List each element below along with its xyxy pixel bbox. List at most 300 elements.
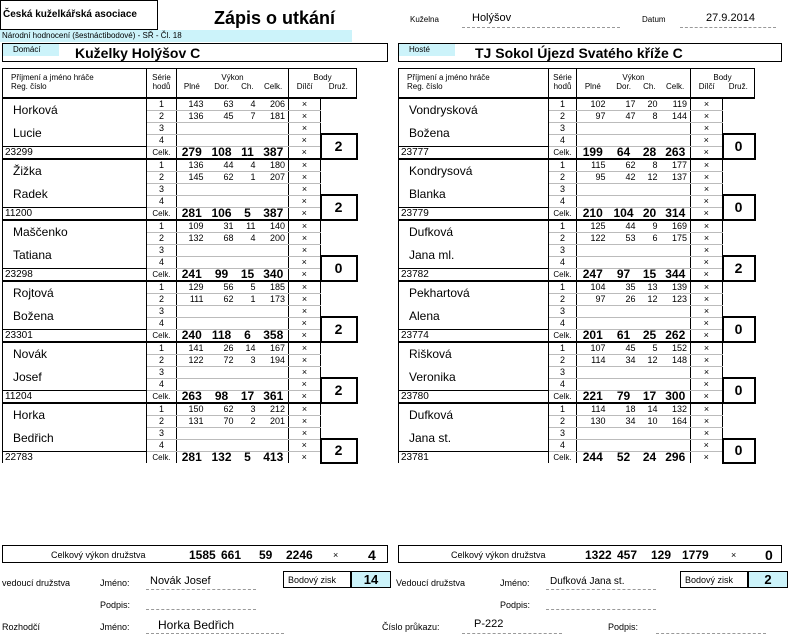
guest-leader-name[interactable]: Dufková Jana st. [550,576,625,587]
guest-sum-ch: 129 [651,548,672,562]
total-plne: 281 [177,451,207,463]
total-ch: 25 [639,329,661,342]
table-row [3,183,357,195]
dilci-mark: × [691,427,723,439]
value-ch: 10 [639,415,661,427]
value-plne: 122 [177,354,207,366]
col-hodu-label: hodů [152,82,171,91]
col-ch-label: Ch. [241,82,254,91]
serie-number: 2 [549,415,577,427]
table-row [3,207,357,220]
value-ch: 6 [639,232,661,244]
serie-number: 4 [549,378,577,390]
druz-spacer [321,403,357,440]
value-celk [259,427,289,439]
player-surname: Rojtová [3,281,147,306]
celk-label: Celk. [147,390,177,403]
guest-podpis-label: Podpis: [500,600,531,610]
table-row [399,98,755,111]
dilci-mark: × [691,244,723,256]
value-plne [177,183,207,195]
serie-number: 1 [549,98,577,111]
player-points: 0 [723,134,755,159]
table-row [399,159,755,172]
dilci-mark: × [691,122,723,134]
dilci-mark: × [289,305,321,317]
value-plne: 122 [577,232,609,244]
value-celk [259,366,289,378]
value-dor: 47 [609,110,639,122]
value-dor: 45 [609,342,639,355]
table-row [399,366,755,378]
player-surname: Vondrysková [399,98,549,123]
dilci-mark: × [691,305,723,317]
druz-spacer [321,159,357,196]
player-firstname: Lucie [3,122,147,146]
value-celk [661,256,691,268]
dilci-mark: × [691,354,723,366]
celk-label: Celk. [549,329,577,342]
value-celk: 177 [661,159,691,172]
serie-number: 4 [549,317,577,329]
celk-label: Celk. [549,451,577,463]
col-celk-label: Celk. [264,82,283,91]
col-vykon-header [577,69,691,98]
guest-summary [398,545,782,563]
value-celk: 123 [661,293,691,305]
col-celk-label: Celk. [666,82,685,91]
total-ch: 24 [639,451,661,463]
player-reg: 23301 [3,329,147,342]
value-celk: 173 [259,293,289,305]
player-surname: Dufková [399,403,549,428]
value-plne [177,305,207,317]
value-plne: 132 [177,232,207,244]
serie-number: 2 [549,354,577,366]
serie-number: 2 [549,293,577,305]
value-dor [609,317,639,329]
dilci-mark: × [691,171,723,183]
total-celk: 361 [259,390,289,403]
col-dor-label: Dor. [616,82,631,91]
dilci-mark: × [289,317,321,329]
total-celk: 358 [259,329,289,342]
player-reg: 23781 [399,451,549,463]
value-celk [259,439,289,451]
dilci-mark: × [289,293,321,305]
druz-spacer [723,403,755,440]
table-row [3,329,357,342]
serie-number: 1 [147,281,177,294]
guest-team-name: TJ Sokol Újezd Svatého kříže C [475,45,683,61]
value-plne [577,122,609,134]
home-leader-label: vedoucí družstva [2,578,71,588]
home-team-name: Kuželky Holýšov C [75,45,201,61]
dilci-mark: × [691,110,723,122]
home-summary [2,545,388,563]
col-dor-label: Dor. [214,82,229,91]
value-celk [259,195,289,207]
dilci-mark: × [691,342,723,355]
table-row [399,305,755,317]
dilci-mark: × [691,159,723,172]
col-name-header [399,69,549,98]
value-dor [207,305,237,317]
total-dor: 108 [207,146,237,159]
col-body-label: Body [313,73,332,82]
value-celk: 212 [259,403,289,416]
value-dor [207,134,237,146]
value-ch: 4 [237,232,259,244]
value-plne [177,256,207,268]
table-row [3,220,357,233]
table-row [399,329,755,342]
celk-label: Celk. [549,268,577,281]
total-celk: 262 [661,329,691,342]
total-dor: 97 [609,268,639,281]
serie-number: 2 [549,110,577,122]
serie-number: 4 [549,256,577,268]
total-ch: 5 [237,451,259,463]
druz-spacer [321,342,357,379]
player-points: 0 [723,439,755,463]
home-summary-label: Celkový výkon družstva [51,550,146,560]
guest-tag: Hosté [399,44,455,56]
home-jmeno-label: Jméno: [100,578,130,588]
player-points: 0 [321,256,357,281]
value-plne: 131 [177,415,207,427]
value-celk [661,439,691,451]
home-team-bar [2,43,388,62]
value-ch [639,122,661,134]
value-celk [661,244,691,256]
serie-number: 1 [549,220,577,233]
dilci-mark: × [289,403,321,416]
guest-summary-label: Celkový výkon družstva [451,550,546,560]
home-sum-dor: 661 [221,548,242,562]
serie-number: 4 [147,134,177,146]
value-ch [639,244,661,256]
player-firstname: Tatiana [3,244,147,268]
value-ch: 5 [639,342,661,355]
value-ch: 14 [639,403,661,416]
rozhodci-name[interactable]: Horka Bedřich [158,618,235,632]
dilci-mark: × [289,195,321,207]
value-ch: 9 [639,220,661,233]
value-dor: 35 [609,281,639,294]
player-reg: 11204 [3,390,147,403]
player-firstname: Jana ml. [399,244,549,268]
dilci-mark: × [289,183,321,195]
dilci-mark: × [289,159,321,172]
value-dor: 53 [609,232,639,244]
player-reg: 23780 [399,390,549,403]
value-ch [639,439,661,451]
total-dor: 98 [207,390,237,403]
total-ch: 15 [639,268,661,281]
serie-number: 3 [549,305,577,317]
value-celk [661,305,691,317]
serie-number: 1 [147,220,177,233]
player-firstname: Josef [3,366,147,390]
dilci-mark: × [691,256,723,268]
table-row [3,281,357,294]
total-celk: 387 [259,146,289,159]
player-surname: Rišková [399,342,549,367]
player-firstname: Božena [3,305,147,329]
kuzelna-label: Kuželna [410,15,439,24]
value-ch: 12 [639,171,661,183]
table-row [3,268,357,281]
guest-team-bar [398,43,782,62]
total-celk: 387 [259,207,289,220]
value-celk: 201 [259,415,289,427]
table-row [3,244,357,256]
col-body-header [289,69,357,98]
value-dor: 62 [207,171,237,183]
serie-number: 3 [147,305,177,317]
player-firstname: Bedřich [3,427,147,451]
total-ch: 17 [237,390,259,403]
value-dor [207,256,237,268]
value-plne: 145 [177,171,207,183]
dilci-mark: × [289,232,321,244]
value-ch [237,195,259,207]
col-vykon-header [177,69,289,98]
table-row [399,244,755,256]
home-zisk-value: 14 [351,571,391,588]
serie-number: 2 [147,293,177,305]
player-surname: Horková [3,98,147,123]
value-plne [177,378,207,390]
serie-number: 3 [147,366,177,378]
player-surname: Dufková [399,220,549,245]
prukaz-label: Číslo průkazu: [382,622,440,632]
col-reg-label: Reg. číslo [11,82,47,91]
value-plne: 136 [177,159,207,172]
serie-number: 2 [549,232,577,244]
player-firstname: Jana st. [399,427,549,451]
dilci-mark: × [691,451,723,463]
value-ch [237,427,259,439]
dilci-mark: × [691,293,723,305]
dilci-mark: × [289,439,321,451]
col-dilci-label: Dílčí [698,82,715,91]
dilci-mark: × [289,122,321,134]
dilci-mark: × [289,427,321,439]
value-dor [609,305,639,317]
table-row [399,403,755,416]
table-row [3,159,357,172]
value-ch [639,134,661,146]
value-dor [609,195,639,207]
serie-number: 3 [549,366,577,378]
total-celk: 263 [661,146,691,159]
serie-number: 3 [147,244,177,256]
total-dor: 118 [207,329,237,342]
value-celk: 180 [259,159,289,172]
guest-leader-label: Vedoucí družstva [396,578,466,588]
value-ch [639,317,661,329]
player-reg: 22783 [3,451,147,463]
dilci-mark: × [691,183,723,195]
value-dor: 70 [207,415,237,427]
value-dor: 68 [207,232,237,244]
dilci-mark: × [691,134,723,146]
player-points: 2 [321,378,357,403]
value-celk [259,305,289,317]
player-points: 0 [723,378,755,403]
dilci-mark: × [289,366,321,378]
value-plne [577,378,609,390]
player-points: 2 [321,195,357,220]
serie-number: 1 [549,403,577,416]
serie-number: 1 [147,403,177,416]
col-name-label: Příjmení a jméno hráče [407,73,490,82]
serie-number: 1 [147,159,177,172]
home-sum-x: × [333,550,339,560]
rozhodci-podpis-label: Podpis: [608,622,639,632]
dilci-mark: × [289,146,321,159]
dilci-mark: × [691,281,723,294]
prukaz-value[interactable]: P-222 [474,618,504,630]
player-surname: Horka [3,403,147,428]
guest-zisk-label: Bodový zisk [680,571,748,588]
celk-label: Celk. [147,207,177,220]
druz-spacer [321,220,357,257]
player-reg: 23777 [399,146,549,159]
value-ch: 8 [639,159,661,172]
value-ch: 3 [237,354,259,366]
value-ch [639,378,661,390]
value-plne [577,317,609,329]
total-celk: 296 [661,451,691,463]
value-ch [237,317,259,329]
player-reg: 23779 [399,207,549,220]
value-celk: 137 [661,171,691,183]
serie-number: 3 [147,427,177,439]
value-plne [577,183,609,195]
value-plne [177,244,207,256]
value-ch [639,195,661,207]
player-firstname: Alena [399,305,549,329]
value-dor [207,122,237,134]
datum-value: 27.9.2014 [706,12,755,24]
col-plne-label: Plné [183,82,200,91]
total-plne: 240 [177,329,207,342]
home-sum-plne: 1585 [189,548,216,562]
value-ch: 12 [639,354,661,366]
value-ch: 8 [639,110,661,122]
table-row [3,305,357,317]
value-plne: 141 [177,342,207,355]
col-hodu-label: hodů [553,82,572,91]
value-celk: 164 [661,415,691,427]
player-surname: Novák [3,342,147,367]
table-row [399,220,755,233]
total-dor: 79 [609,390,639,403]
serie-number: 3 [549,244,577,256]
serie-number: 2 [147,110,177,122]
value-plne [177,195,207,207]
druz-spacer [321,281,357,318]
serie-number: 3 [147,183,177,195]
value-dor: 26 [609,293,639,305]
druz-spacer [723,281,755,318]
table-row [399,281,755,294]
col-ch-label: Ch. [643,82,656,91]
serie-number: 3 [549,427,577,439]
value-celk [259,122,289,134]
value-celk: 206 [259,98,289,111]
value-celk: 139 [661,281,691,294]
value-dor [207,427,237,439]
value-dor [207,439,237,451]
table-row [399,207,755,220]
col-reg-label: Reg. číslo [407,82,443,91]
value-ch: 5 [237,281,259,294]
value-celk [661,195,691,207]
value-celk [661,183,691,195]
value-plne [577,366,609,378]
value-celk: 200 [259,232,289,244]
dilci-mark: × [691,232,723,244]
value-celk [259,256,289,268]
serie-number: 1 [549,159,577,172]
table-row [399,390,755,403]
total-celk: 344 [661,268,691,281]
table-row [3,451,357,463]
value-ch [237,378,259,390]
guest-zisk-value: 2 [748,571,788,588]
dilci-mark: × [691,268,723,281]
dilci-mark: × [289,281,321,294]
total-plne: 244 [577,451,609,463]
home-zisk-label: Bodový zisk [283,571,351,588]
home-sum-ch: 59 [259,548,273,562]
total-ch: 28 [639,146,661,159]
serie-number: 2 [147,415,177,427]
value-dor: 31 [207,220,237,233]
value-ch: 2 [237,415,259,427]
home-podpis-label: Podpis: [100,600,131,610]
home-leader-name[interactable]: Novák Josef [150,575,211,587]
serie-number: 4 [549,439,577,451]
player-points: 2 [723,256,755,281]
value-ch [639,305,661,317]
player-reg: 23298 [3,268,147,281]
celk-label: Celk. [147,268,177,281]
dilci-mark: × [691,220,723,233]
value-dor [207,244,237,256]
player-points: 2 [321,317,357,342]
col-serie-header [549,69,577,98]
total-dor: 99 [207,268,237,281]
value-celk: 152 [661,342,691,355]
druz-spacer [723,159,755,196]
player-firstname: Radek [3,183,147,207]
value-plne: 129 [177,281,207,294]
player-reg: 23299 [3,146,147,159]
value-dor: 63 [207,98,237,111]
total-celk: 340 [259,268,289,281]
value-celk [661,122,691,134]
dilci-mark: × [691,390,723,403]
value-ch: 14 [237,342,259,355]
value-dor [609,122,639,134]
total-dor: 104 [609,207,639,220]
total-celk: 300 [661,390,691,403]
